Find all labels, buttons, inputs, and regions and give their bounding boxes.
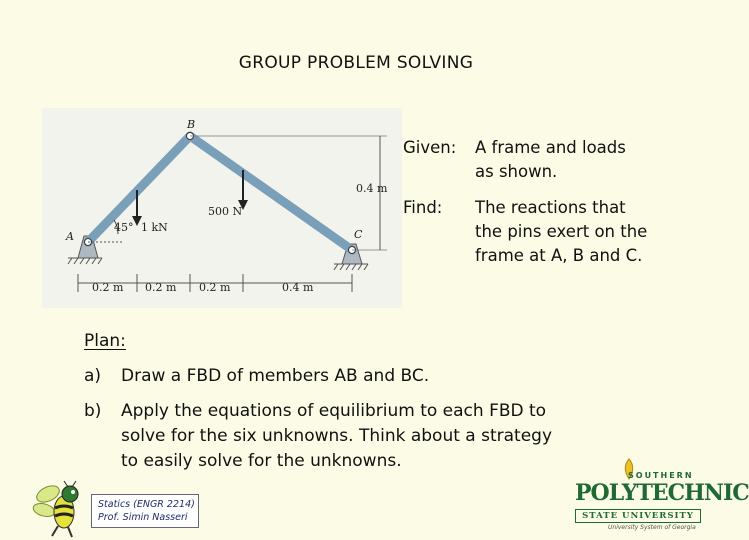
plan-item-b-line-1: Apply the equations of equilibrium to each FBD to [121, 401, 547, 421]
bee-mascot-icon [32, 480, 88, 538]
plan-item-b-line-2: solve for the six unknowns. Think about a strategy [121, 426, 553, 446]
given-line-1: A frame and loads [475, 138, 626, 157]
plan-title: Plan: [84, 331, 126, 351]
find-label: Find: [403, 198, 443, 217]
label-load-500n: 500 N [208, 205, 243, 218]
slide-title: GROUP PROBLEM SOLVING [238, 53, 474, 73]
label-c: C [354, 228, 363, 241]
find-line-3: frame at A, B and C. [475, 246, 643, 265]
plan-item-a-text: Draw a FBD of members AB and BC. [121, 366, 430, 386]
label-height: 0.4 m [356, 182, 388, 195]
plan-item-b-text [121, 399, 611, 474]
label-dim-4: 0.4 m [282, 281, 314, 294]
course-info-box [91, 494, 199, 528]
given-label: Given: [403, 138, 457, 157]
frame-figure [42, 108, 402, 308]
ground-c [334, 264, 368, 270]
ground-a [68, 258, 102, 264]
logo-top-text: SOUTHERN [628, 471, 694, 480]
course-line-2: Prof. Simin Nasseri [98, 512, 188, 523]
plan-item-a-marker: a) [84, 366, 102, 386]
find-line-1: The reactions that [475, 198, 626, 217]
find-text [475, 196, 647, 268]
member-bc [190, 136, 352, 250]
logo-sub-text: University System of Georgia [608, 524, 696, 531]
given-text [475, 136, 626, 184]
label-dim-3: 0.2 m [199, 281, 231, 294]
plan-item-b-line-3: to easily solve for the unknowns. [121, 451, 402, 471]
label-a: A [66, 230, 74, 243]
label-angle: 45° [114, 221, 134, 234]
label-load-1kn: 1 kN [141, 221, 168, 234]
member-ab [88, 136, 190, 242]
plan-item-b [84, 399, 624, 475]
find-line-2: the pins exert on the [475, 222, 648, 241]
plan-item-a [84, 364, 604, 390]
label-b: B [187, 118, 196, 131]
logo-state-text: STATE UNIVERSITY [575, 509, 701, 523]
plan-item-b-marker: b) [84, 401, 102, 421]
label-dim-1: 0.2 m [92, 281, 124, 294]
logo-name-text: POLYTECHNIC [575, 480, 749, 506]
university-logo [575, 458, 749, 536]
given-line-2: as shown. [475, 162, 558, 181]
label-dim-2: 0.2 m [145, 281, 177, 294]
course-line-1: Statics (ENGR 2214) [98, 499, 195, 510]
